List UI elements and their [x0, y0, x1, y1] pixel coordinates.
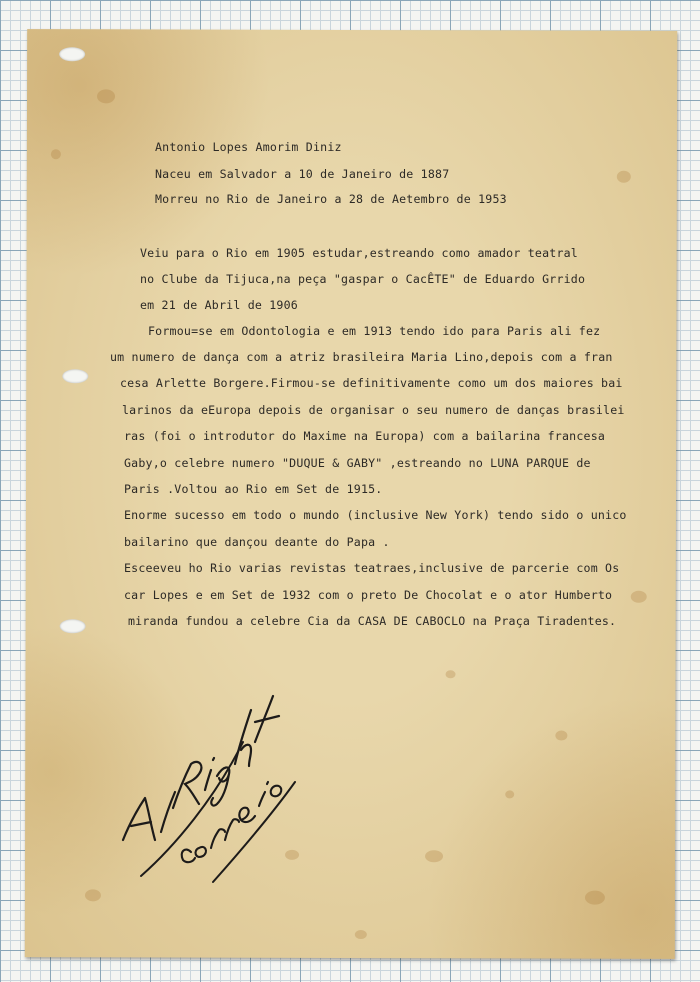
stain [51, 149, 61, 159]
punch-hole [60, 619, 86, 633]
header-line-name: Antonio Lopes Amorim Diniz [155, 140, 342, 154]
stain [446, 670, 456, 678]
body-line: ras (foi o introdutor do Maxime na Europa) com a bailarina francesa [124, 429, 606, 443]
header-line-birth: Naceu em Salvador a 10 de Janeiro de 1887 [155, 167, 450, 181]
stain [555, 731, 567, 741]
stain [631, 591, 647, 603]
body-line: car Lopes e em Set de 1932 com o preto De Chocolat e o ator Humberto [124, 588, 613, 602]
body-line: no Clube da Tijuca,na peça "gaspar o CacÊTE" de Eduardo Grrido [140, 272, 586, 286]
body-line: em 21 de Abril de 1906 [140, 298, 298, 312]
punch-hole [62, 369, 88, 383]
header-line-death: Morreu no Rio de Janeiro a 28 de Aetembro de 1953 [155, 192, 507, 206]
body-line: um numero de dança com a atriz brasileira Maria Lino,depois com a fran [110, 350, 613, 364]
body-line: Gaby,o celebre numero "DUQUE & GABY" ,estreando no LUNA PARQUE de [124, 456, 591, 470]
body-line: Enorme sucesso em todo o mundo (inclusive New York) tendo sido o unico [124, 508, 627, 522]
stain [617, 171, 631, 183]
body-line: bailarino que dançou deante do Papa . [124, 535, 390, 549]
body-line: Paris .Voltou ao Rio em Set de 1915. [124, 482, 383, 496]
body-line: Veiu para o Rio em 1905 estudar,estreando como amador teatral [140, 246, 578, 260]
stain [585, 891, 605, 905]
body-line: Esceeveu ho Rio varias revistas teatraes,inclusive de parcerie com Os [124, 561, 620, 575]
handwritten-note [95, 680, 315, 890]
punch-hole [59, 47, 85, 61]
body-line: miranda fundou a celebre Cia da CASA DE CABOCLO na Praça Tiradentes. [128, 614, 617, 628]
stain [97, 89, 115, 103]
stain [425, 850, 443, 862]
body-line: larinos da eEuropa depois de organisar o seu numero de danças brasilei [122, 403, 625, 417]
body-line: Formou=se em Odontologia e em 1913 tendo ido para Paris ali fez [148, 324, 601, 338]
stain [355, 930, 367, 939]
stain [85, 889, 101, 901]
stain [505, 790, 514, 798]
body-line: cesa Arlette Borgere.Firmou-se definitivamente como um dos maiores bai [120, 376, 623, 390]
